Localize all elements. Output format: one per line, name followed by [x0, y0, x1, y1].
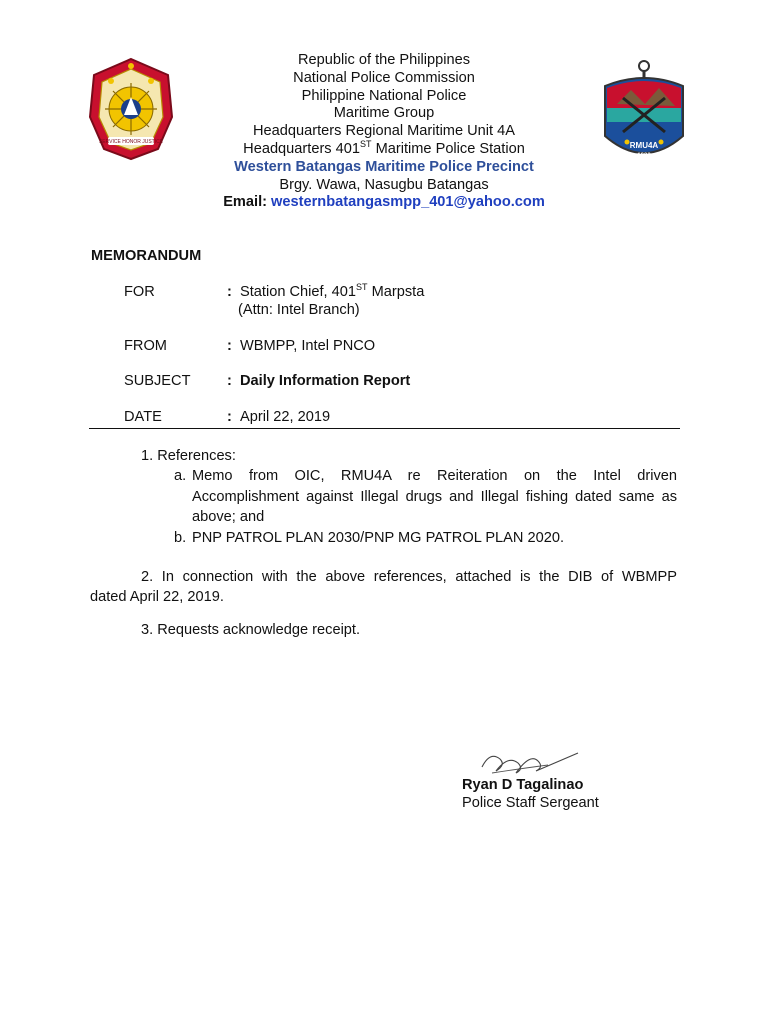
email-link[interactable]: westernbatangasmpp_401@yahoo.com	[271, 194, 545, 211]
letterhead-email: Email: westernbatangasmpp_401@yahoo.com	[223, 194, 545, 211]
for-attn: (Attn: Intel Branch)	[238, 302, 360, 318]
memorandum-page: SERVICE HONOR JUSTICE RMU4A 1992 Republic of the Philippines National Police Commission Philippine National Police Maritime Group Headquarters Regional Maritime Unit 4A Headquarters 401ST Maritime Police Station Western Batangas Maritime Police Precinct Brgy. Wawa, Nasugbu Batangas Email: westernbatangasmpp_401@yahoo.com MEMORANDUM FOR : Station Chief, 401ST Marpsta (Attn: Intel Branch) FROM : WBMPP, Intel PNCO SUBJECT : Daily Information Report DATE : April 22, 2019 1. References: a. Memo from OIC, RMU4A re Reiteration on the Intel driven Accomplishment against Illegal drugs and Illegal fishing dated same as above; and b. PNP PATROL PLAN 2030/PNP MG PATROL PLAN 2020. 2. In connection with the above references, attached is the DIB of WBMPP dated April 22, 2019. 3. Requests acknowledge receipt. Ryan D Tagalinao Police Staff Sergeant	[0, 0, 768, 1024]
letterhead-address: Brgy. Wawa, Nasugbu Batangas	[279, 176, 489, 193]
subject-value: Daily Information Report	[240, 373, 411, 389]
header-divider	[89, 428, 680, 429]
letterhead-line-rmu4a: Headquarters Regional Maritime Unit 4A	[253, 123, 515, 140]
pnp-seal-logo	[88, 57, 174, 161]
letterhead-line-napolcom: National Police Commission	[293, 69, 475, 86]
for-value: Station Chief, 401ST Marpsta	[240, 282, 425, 300]
from-value: WBMPP, Intel PNCO	[240, 338, 376, 354]
letterhead-line-pnp: Philippine National Police	[301, 87, 467, 104]
letterhead-line-republic: Republic of the Philippines	[298, 52, 470, 68]
paragraph-2-line2: dated April 22, 2019.	[90, 589, 224, 605]
reference-a-line3: above; and	[192, 509, 265, 525]
svg-text:1992: 1992	[637, 153, 651, 159]
reference-b-text: PNP PATROL PLAN 2030/PNP MG PATROL PLAN 2020.	[192, 530, 565, 546]
paragraph-3: 3. Requests acknowledge receipt.	[141, 622, 361, 638]
signatory-name: Ryan D Tagalinao	[462, 777, 584, 793]
rmu4a-badge-logo	[597, 58, 691, 176]
for-label: FOR	[124, 284, 155, 300]
signatory-rank: Police Staff Sergeant	[462, 795, 599, 811]
letterhead-precinct-name: Western Batangas Maritime Police Precinct	[234, 158, 534, 175]
date-label: DATE	[124, 409, 162, 425]
date-value: April 22, 2019	[240, 409, 331, 425]
paragraph-2-line1: 2. In connection with the above references, attached is the DIB of WBMPP	[141, 569, 677, 585]
handwritten-signature	[478, 745, 588, 779]
reference-b-marker: b.	[174, 530, 187, 546]
seal-motto-text	[99, 139, 164, 145]
reference-a-line2: Accomplishment against Illegal drugs and Illegal fishing dated same as	[192, 489, 677, 505]
reference-a-line1: Memo from OIC, RMU4A re Reiteration on the Intel driven	[192, 468, 677, 484]
subject-label: SUBJECT	[124, 373, 191, 389]
svg-text:RMU4A: RMU4A	[629, 141, 659, 150]
references-heading: 1. References:	[141, 448, 236, 464]
reference-a-marker: a.	[174, 468, 187, 484]
memo-title: MEMORANDUM	[91, 248, 202, 264]
from-label: FROM	[124, 338, 167, 354]
svg-text:SERVICE HONOR JUSTICE: SERVICE HONOR JUSTICE	[98, 139, 164, 145]
letterhead-line-station: Headquarters 401ST Maritime Police Station	[243, 138, 525, 157]
letterhead	[190, 52, 578, 212]
letterhead-line-maritime-group: Maritime Group	[333, 105, 435, 122]
